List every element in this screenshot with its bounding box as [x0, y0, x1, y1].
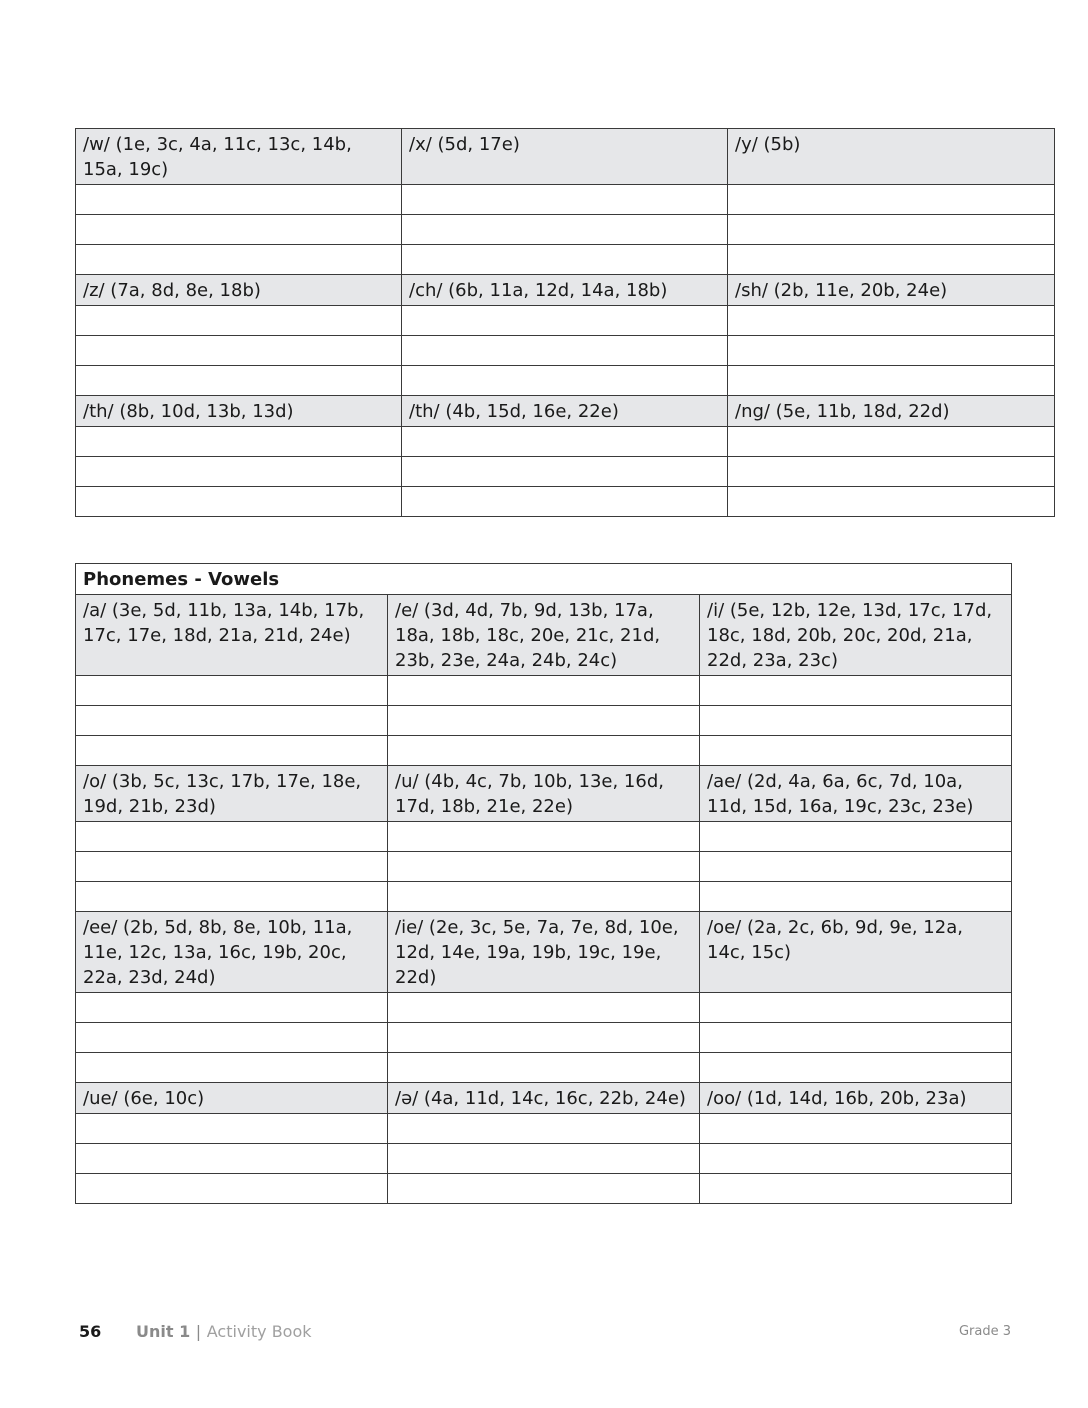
- phoneme-sh-header: /sh/ (2b, 11e, 20b, 24e): [728, 275, 1055, 306]
- phoneme-i-header: /i/ (5e, 12b, 12e, 13d, 17c, 17d, 18c, 18d, 20b, 20c, 20d, 21a, 22d, 23a, 23c): [700, 595, 1012, 676]
- write-in-row: [76, 427, 1055, 457]
- write-in-row: [76, 993, 1012, 1023]
- unit-label: [136, 1322, 312, 1341]
- write-in-cell[interactable]: [700, 882, 1012, 912]
- write-in-cell[interactable]: [388, 882, 700, 912]
- write-in-cell[interactable]: [76, 1144, 388, 1174]
- phoneme-header-row: [76, 396, 1055, 427]
- write-in-row: [76, 1023, 1012, 1053]
- phoneme-th-voiceless-header: /th/ (8b, 10d, 13b, 13d): [76, 396, 402, 427]
- phoneme-header-row: [76, 912, 1012, 993]
- write-in-cell[interactable]: [76, 457, 402, 487]
- phoneme-ch-header: /ch/ (6b, 11a, 12d, 14a, 18b): [402, 275, 728, 306]
- write-in-cell[interactable]: [728, 427, 1055, 457]
- write-in-cell[interactable]: [76, 993, 388, 1023]
- write-in-cell[interactable]: [700, 852, 1012, 882]
- write-in-cell[interactable]: [700, 1053, 1012, 1083]
- write-in-cell[interactable]: [76, 185, 402, 215]
- phoneme-header-row: [76, 129, 1055, 185]
- phoneme-y-header: /y/ (5b): [728, 129, 1055, 185]
- unit-name: Unit 1: [136, 1322, 191, 1341]
- write-in-cell[interactable]: [76, 366, 402, 396]
- write-in-cell[interactable]: [728, 487, 1055, 517]
- write-in-cell[interactable]: [76, 1053, 388, 1083]
- write-in-row: [76, 245, 1055, 275]
- write-in-cell[interactable]: [728, 215, 1055, 245]
- consonant-phonemes-table: [75, 128, 1055, 517]
- write-in-cell[interactable]: [76, 1023, 388, 1053]
- write-in-row: [76, 487, 1055, 517]
- phoneme-oo-header: /oo/ (1d, 14d, 16b, 20b, 23a): [700, 1083, 1012, 1114]
- phoneme-header-row: [76, 595, 1012, 676]
- write-in-cell[interactable]: [76, 487, 402, 517]
- write-in-cell[interactable]: [76, 215, 402, 245]
- write-in-cell[interactable]: [700, 1174, 1012, 1204]
- write-in-cell[interactable]: [700, 676, 1012, 706]
- write-in-cell[interactable]: [728, 336, 1055, 366]
- write-in-cell[interactable]: [388, 822, 700, 852]
- write-in-cell[interactable]: [728, 366, 1055, 396]
- write-in-cell[interactable]: [402, 245, 728, 275]
- phoneme-schwa-header: /ə/ (4a, 11d, 14c, 16c, 22b, 24e): [388, 1083, 700, 1114]
- write-in-row: [76, 215, 1055, 245]
- write-in-cell[interactable]: [76, 306, 402, 336]
- write-in-cell[interactable]: [700, 736, 1012, 766]
- write-in-cell[interactable]: [700, 993, 1012, 1023]
- phoneme-o-header: /o/ (3b, 5c, 13c, 17b, 17e, 18e, 19d, 21b, 23d): [76, 766, 388, 822]
- write-in-cell[interactable]: [700, 1023, 1012, 1053]
- write-in-row: [76, 185, 1055, 215]
- phoneme-u-header: /u/ (4b, 4c, 7b, 10b, 13e, 16d, 17d, 18b, 21e, 22e): [388, 766, 700, 822]
- write-in-row: [76, 822, 1012, 852]
- write-in-row: [76, 306, 1055, 336]
- phoneme-ae-header: /ae/ (2d, 4a, 6a, 6c, 7d, 10a, 11d, 15d, 16a, 19c, 23c, 23e): [700, 766, 1012, 822]
- write-in-cell[interactable]: [700, 706, 1012, 736]
- write-in-row: [76, 736, 1012, 766]
- write-in-row: [76, 852, 1012, 882]
- write-in-cell[interactable]: [700, 822, 1012, 852]
- footer-separator: |: [195, 1322, 202, 1341]
- write-in-cell[interactable]: [402, 427, 728, 457]
- phoneme-header-row: [76, 1083, 1012, 1114]
- write-in-cell[interactable]: [402, 366, 728, 396]
- write-in-row: [76, 1114, 1012, 1144]
- vowel-phonemes-table: [75, 563, 1012, 1204]
- write-in-cell[interactable]: [402, 306, 728, 336]
- write-in-row: [76, 882, 1012, 912]
- phoneme-a-header: /a/ (3e, 5d, 11b, 13a, 14b, 17b, 17c, 17e, 18d, 21a, 21d, 24e): [76, 595, 388, 676]
- vowels-table-title: Phonemes - Vowels: [76, 564, 1012, 595]
- page-footer: [79, 1322, 1011, 1346]
- write-in-row: [76, 366, 1055, 396]
- page-number: 56: [79, 1322, 102, 1341]
- write-in-cell[interactable]: [388, 676, 700, 706]
- write-in-cell[interactable]: [388, 1114, 700, 1144]
- write-in-cell[interactable]: [728, 245, 1055, 275]
- write-in-cell[interactable]: [388, 736, 700, 766]
- phoneme-oe-header: /oe/ (2a, 2c, 6b, 9d, 9e, 12a, 14c, 15c): [700, 912, 1012, 993]
- write-in-cell[interactable]: [728, 306, 1055, 336]
- phoneme-ue-header: /ue/ (6e, 10c): [76, 1083, 388, 1114]
- phoneme-x-header: /x/ (5d, 17e): [402, 129, 728, 185]
- write-in-cell[interactable]: [76, 706, 388, 736]
- write-in-cell[interactable]: [700, 1144, 1012, 1174]
- grade-label: Grade 3: [958, 1324, 1011, 1339]
- phoneme-ie-header: /ie/ (2e, 3c, 5e, 7a, 7e, 8d, 10e, 12d, 14e, 19a, 19b, 19c, 19e, 22d): [388, 912, 700, 993]
- phoneme-w-header: /w/ (1e, 3c, 4a, 11c, 13c, 14b, 15a, 19c): [76, 129, 402, 185]
- write-in-cell[interactable]: [388, 706, 700, 736]
- write-in-cell[interactable]: [76, 822, 388, 852]
- write-in-cell[interactable]: [700, 1114, 1012, 1144]
- write-in-cell[interactable]: [388, 993, 700, 1023]
- phoneme-e-header: /e/ (3d, 4d, 7b, 9d, 13b, 17a, 18a, 18b, 18c, 20e, 21c, 21d, 23b, 23e, 24a, 24b, 24c): [388, 595, 700, 676]
- write-in-row: [76, 457, 1055, 487]
- write-in-cell[interactable]: [76, 245, 402, 275]
- write-in-cell[interactable]: [402, 487, 728, 517]
- book-name: Activity Book: [206, 1322, 312, 1341]
- write-in-cell[interactable]: [402, 336, 728, 366]
- phoneme-ee-header: /ee/ (2b, 5d, 8b, 8e, 10b, 11a, 11e, 12c, 13a, 16c, 19b, 20c, 22a, 23d, 24d): [76, 912, 388, 993]
- write-in-cell[interactable]: [76, 336, 402, 366]
- write-in-cell[interactable]: [388, 1144, 700, 1174]
- write-in-cell[interactable]: [402, 215, 728, 245]
- write-in-cell[interactable]: [76, 852, 388, 882]
- phoneme-header-row: [76, 275, 1055, 306]
- write-in-cell[interactable]: [76, 427, 402, 457]
- write-in-cell[interactable]: [388, 1023, 700, 1053]
- phoneme-ng-header: /ng/ (5e, 11b, 18d, 22d): [728, 396, 1055, 427]
- write-in-row: [76, 1174, 1012, 1204]
- write-in-row: [76, 1144, 1012, 1174]
- phoneme-header-row: [76, 766, 1012, 822]
- write-in-cell[interactable]: [388, 1053, 700, 1083]
- write-in-cell[interactable]: [728, 457, 1055, 487]
- write-in-row: [76, 706, 1012, 736]
- table-title-row: [76, 564, 1012, 595]
- write-in-cell[interactable]: [76, 736, 388, 766]
- write-in-row: [76, 676, 1012, 706]
- write-in-cell[interactable]: [402, 185, 728, 215]
- phoneme-th-voiced-header: /th/ (4b, 15d, 16e, 22e): [402, 396, 728, 427]
- write-in-cell[interactable]: [76, 1174, 388, 1204]
- write-in-cell[interactable]: [76, 676, 388, 706]
- write-in-cell[interactable]: [76, 1114, 388, 1144]
- write-in-cell[interactable]: [402, 457, 728, 487]
- write-in-row: [76, 1053, 1012, 1083]
- write-in-cell[interactable]: [388, 852, 700, 882]
- write-in-cell[interactable]: [388, 1174, 700, 1204]
- write-in-cell[interactable]: [76, 882, 388, 912]
- phoneme-z-header: /z/ (7a, 8d, 8e, 18b): [76, 275, 402, 306]
- write-in-row: [76, 336, 1055, 366]
- write-in-cell[interactable]: [728, 185, 1055, 215]
